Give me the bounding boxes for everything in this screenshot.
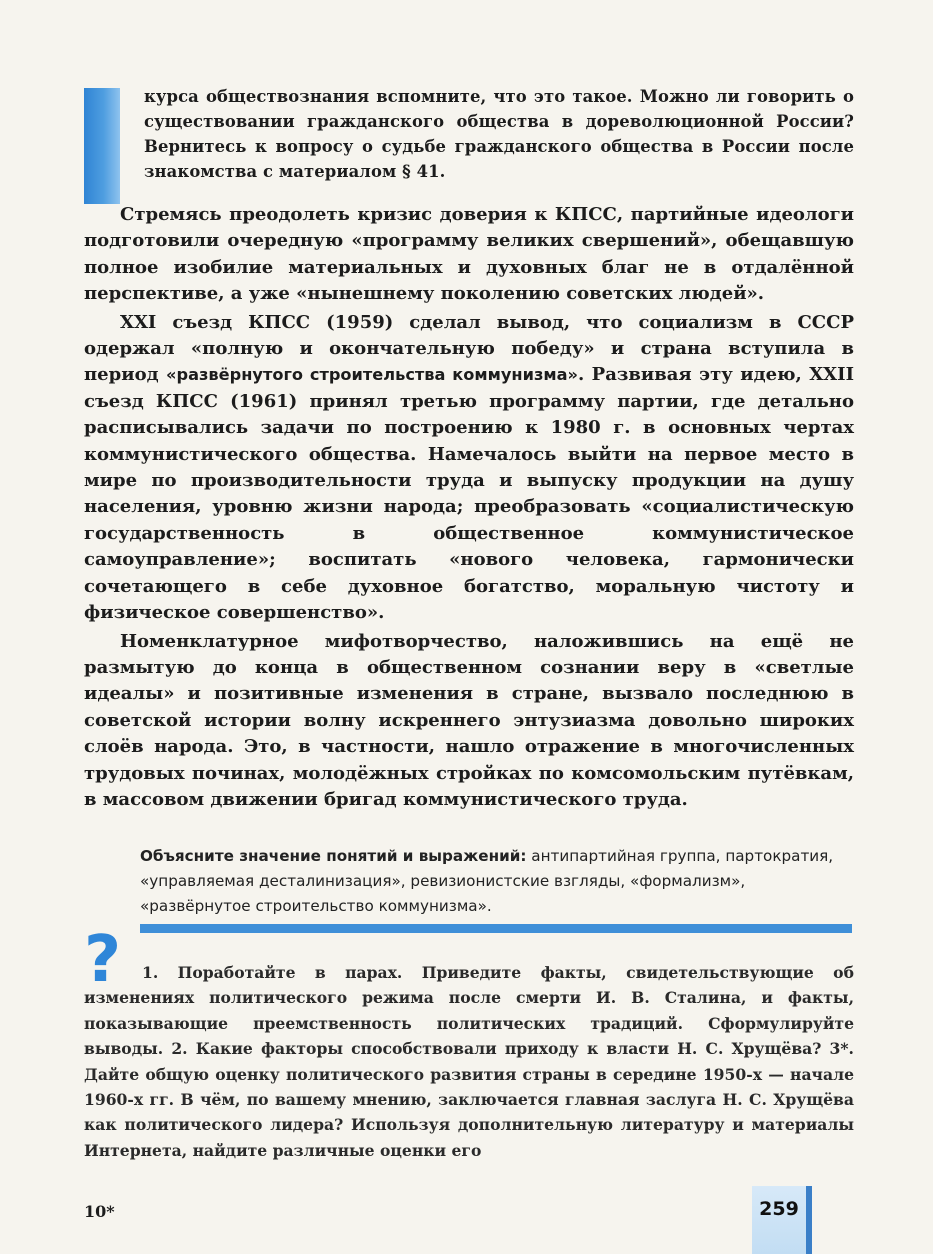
paragraph-2 (84, 310, 854, 627)
intro-callout (84, 84, 854, 184)
terms-list: антипартийная группа, партократия, «управляемая десталинизация», ревизионистские взгляды, «формализм», «развёрнутое строительство коммунизма». (140, 847, 834, 915)
terms-divider (140, 924, 852, 933)
highlighted-term: «развёрнутого строительства коммунизма» (166, 365, 578, 385)
paragraph-2-end: . Развивая эту идею, XXII съезд КПСС (1961) принял третью программу партии, где детально расписывались задачи по построению к 1980 г. в основных чертах коммунистического общества. Намечалось выйти на первое место в мире по производительности труда и выпуску продукции на душу населения, уровню жизни народа; преобразовать «социалистическую государственность в общественное коммунистическое самоуправление»; воспитать «нового человека, гармонически сочетающего в себе духовное богатство, моральную чистоту и физическое совершенство». (84, 364, 854, 624)
page-number-tab (752, 1186, 806, 1254)
paragraph-3: Номенклатурное мифотворчество, наложившись на ещё не размытую до конца в общественном сознании веру в «светлые идеалы» и позитивные изменения в стране, вызвало последнюю в советской истории волну искреннего энтузиазма довольно широких слоёв народа. Это, в частности, нашло отражение в многочисленных трудовых починах, молодёжных стройках по комсомольским путёвкам, в массовом движении бригад коммунистического труда. (84, 630, 854, 810)
paragraph-2-start: XXI съезд КПСС (1959) сделал вывод, что социализм в СССР одержал «полную и окончательную победу» и страна вступила в период (84, 311, 854, 386)
questions-block (84, 960, 854, 1163)
paragraph-1: Стремясь преодолеть кризис доверия к КПСС, партийные идеологи подготовили очередную «программу великих свершений», обещавшую полное изобилие материальных и духовных благ не в отдалённой перспективе, а уже «нынешнему поколению советских людей». (84, 204, 854, 305)
intro-text: курса обществознания вспомните, что это такое. Можно ли говорить о существовании гражданского общества в дореволюционной России? Вернитесь к вопросу о судьбе гражданского общества в России после знакомства с материалом § 41. (144, 87, 854, 181)
intro-accent-bar (84, 88, 120, 204)
questions-text: 1. Поработайте в парах. Приведите факты, свидетельствующие об изменениях политического режима после смерти И. В. Сталина, и факты, показывающие преемственность политических традиций. Сформулируйте выводы. 2. Какие факторы способствовали приходу к власти Н. С. Хрущёва? 3*. Дайте общую оценку политического развития страны в середине 1950-х — начале 1960-х гг. В чём, по вашему мнению, заключается главная заслуга Н. С. Хрущёва как политического лидера? Используя дополнительную литературу и материалы Интернета, найдите различные оценки его (84, 963, 854, 1160)
main-body (84, 202, 854, 813)
signature-mark: 10* (84, 1202, 115, 1221)
terms-lead: Объясните значение понятий и выражений: (140, 847, 527, 865)
page-number: 259 (759, 1198, 799, 1220)
question-mark-icon: ? (84, 923, 122, 997)
terms-exercise (140, 844, 852, 919)
page-edge-line (806, 1186, 812, 1254)
